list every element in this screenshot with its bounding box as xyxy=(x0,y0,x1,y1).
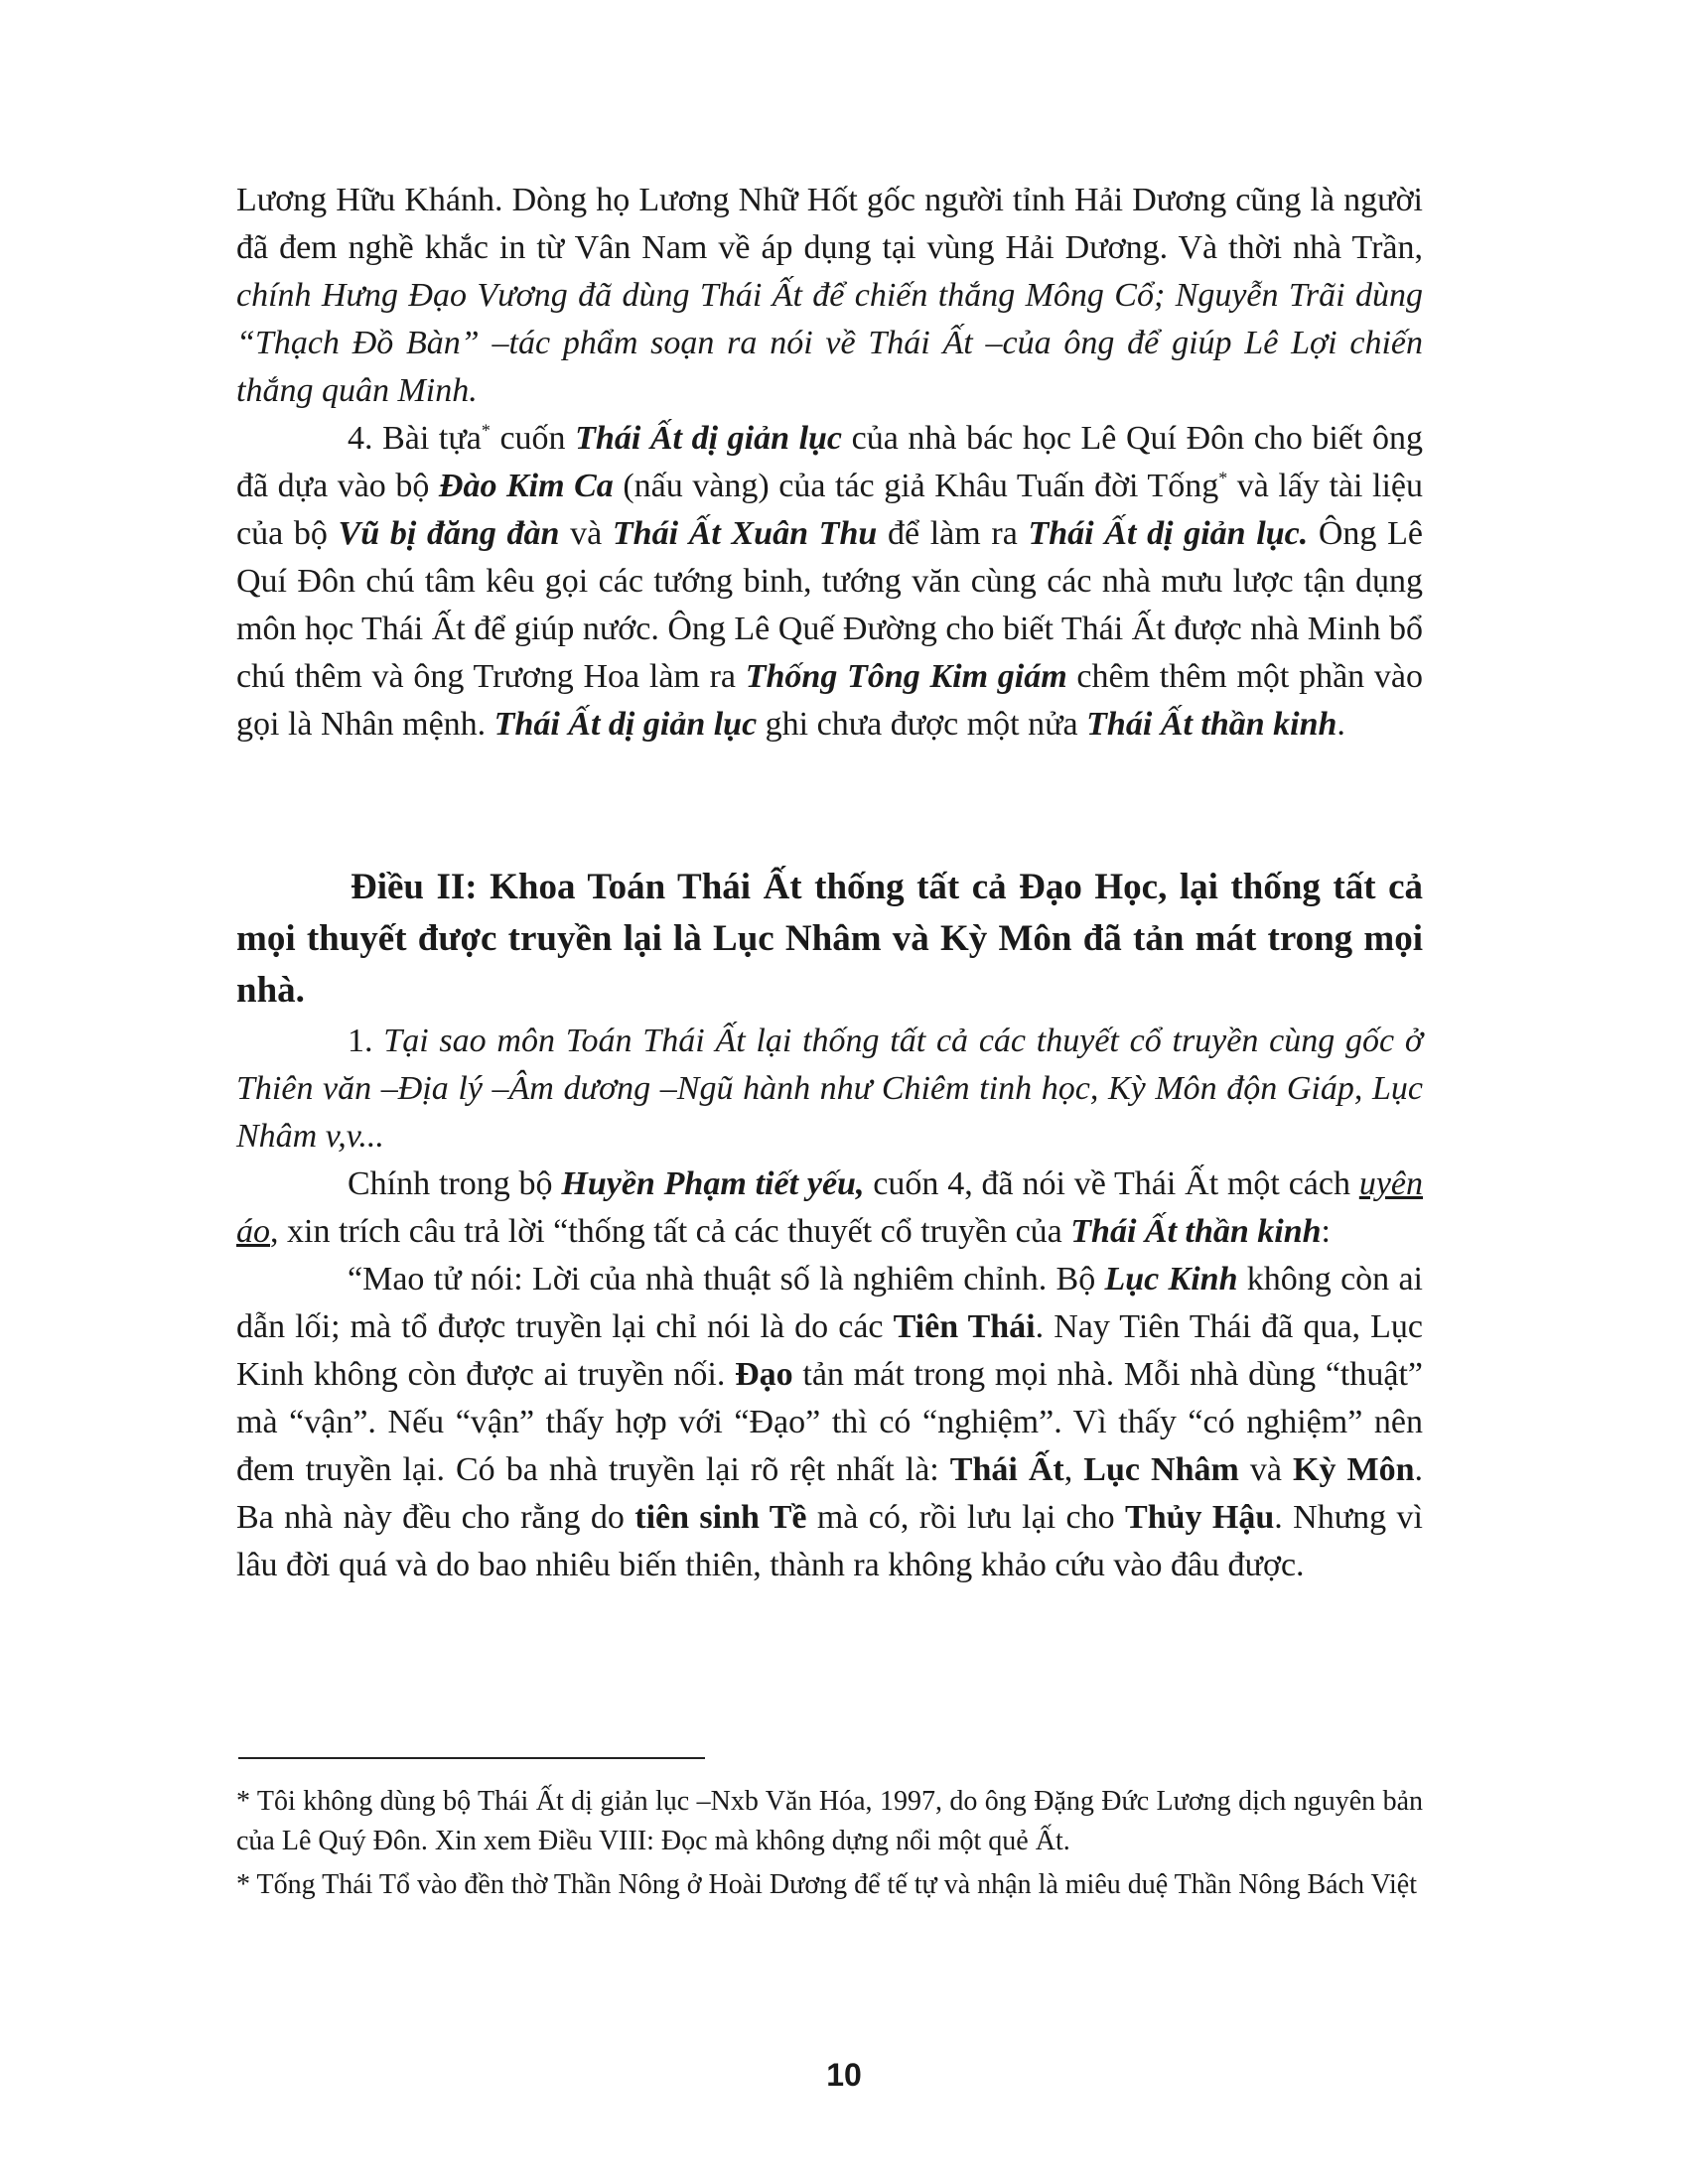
text-run: , xyxy=(1063,1451,1084,1488)
text-run: cuốn xyxy=(490,420,576,457)
text-run: 4. Bài tựa xyxy=(348,420,482,457)
text-run: và xyxy=(559,515,613,552)
paragraph-quote-mao-tu xyxy=(236,1256,1423,1589)
book-title: Lục Kinh xyxy=(1104,1261,1238,1297)
text-run: không còn ai dẫn lối; mà tổ được truyền lại chỉ nói là do các xyxy=(236,1261,1423,1345)
text-run: tản mát trong mọi nhà. Mỗi nhà dùng “thuật” mà “vận”. Nếu “vận” thấy hợp với “Đạo” thì có “nghiệm”. Vì thấy “có nghiệm” nên đem truyền lại. Có ba nhà truyền lại rõ rệt nhất là: xyxy=(236,1356,1423,1488)
text-run: . Ba nhà này đều cho rằng do xyxy=(236,1451,1423,1536)
book-title: Huyền Phạm tiết yếu, xyxy=(561,1165,865,1202)
bold-term: Thái Ất xyxy=(949,1451,1064,1488)
bold-term: Lục Nhâm xyxy=(1083,1451,1239,1488)
text-run: Lương Hữu Khánh. Dòng họ Lương Nhữ Hốt gốc người tỉnh Hải Dương cũng là người đã đem nghề khắc in từ Vân Nam về áp dụng tại vùng Hải Dương. Và thời nhà Trần, xyxy=(236,182,1423,266)
section-heading: Điều II: Khoa Toán Thái Ất thống tất cả Đạo Học, lại thống tất cả mọi thuyết được truyền lại là Lục Nhâm và Kỳ Môn đã tản mát trong mọi nhà. xyxy=(236,867,1423,1011)
section-2-body xyxy=(236,1018,1423,1589)
paragraph-4 xyxy=(236,415,1423,749)
paragraph-huyen-pham xyxy=(236,1160,1423,1256)
text-run: và xyxy=(1238,1451,1293,1488)
text-run: cuốn 4, đã nói về Thái Ất một cách xyxy=(864,1165,1359,1202)
text-run: . xyxy=(1336,706,1345,743)
text-run: mà có, rồi lưu lại cho xyxy=(806,1499,1126,1536)
question-1 xyxy=(236,1018,1423,1160)
bold-term: Thủy Hậu xyxy=(1125,1499,1275,1536)
text-run: chêm thêm một phần vào gọi là Nhân mệnh. xyxy=(236,658,1423,743)
footnote-1: * Tôi không dùng bộ Thái Ất dị giản lục –Nxb Văn Hóa, 1997, do ông Đặng Đức Lương dịch nguyên bản của Lê Quý Đôn. Xin xem Điều VIII: Đọc mà không dựng nổi một quẻ Ất. xyxy=(236,1786,1423,1856)
bold-term: Kỳ Môn xyxy=(1293,1451,1415,1488)
text-run: (nấu vàng) của tác giả Khâu Tuấn đời Tống xyxy=(613,468,1219,504)
text-run: “Mao tử nói: Lời của nhà thuật số là nghiêm chỉnh. Bộ xyxy=(348,1261,1105,1297)
underlined-term: uyên áo xyxy=(236,1165,1423,1250)
text-run: : xyxy=(1321,1213,1331,1250)
footnote-divider xyxy=(238,1757,705,1759)
italic-run: chính Hưng Đạo Vương đã dùng Thái Ất để chiến thắng Mông Cổ; Nguyễn Trãi dùng “Thạch Đồ Bàn” –tác phẩm soạn ra nói về Thái Ất –của ông để giúp Lê Lợi chiến thắng quân Minh. xyxy=(236,277,1423,409)
footnote-2: * Tống Thái Tổ vào đền thờ Thần Nông ở Hoài Dương để tế tự và nhận là miêu duệ Thần Nông Bách Việt xyxy=(236,1869,1417,1900)
footnote-marker: * xyxy=(1218,468,1228,488)
question-number: 1. xyxy=(348,1023,384,1059)
text-run: . Nay Tiên Thái đã qua, Lục Kinh không còn được ai truyền nối. xyxy=(236,1308,1424,1393)
page-number: 10 xyxy=(826,2057,862,2093)
footnotes xyxy=(236,1782,1423,1909)
paragraph-continuation xyxy=(236,177,1423,415)
bold-term: Đạo xyxy=(735,1356,793,1393)
book-title: Thái Ất Xuân Thu xyxy=(612,515,878,552)
bold-term: Tiên Thái xyxy=(893,1308,1036,1345)
footnote-marker: * xyxy=(481,420,491,441)
question-text: Tại sao môn Toán Thái Ất lại thống tất cả các thuyết cổ truyền cùng gốc ở Thiên văn –Địa lý –Âm dương –Ngũ hành như Chiêm tinh học, Kỳ Môn độn Giáp, Lục Nhâm v,v... xyxy=(236,1023,1424,1155)
section-intro xyxy=(236,177,1423,749)
book-title: Đào Kim Ca xyxy=(438,468,614,504)
book-title: Thái Ất thần kinh xyxy=(1086,706,1337,743)
bold-term: tiên sinh Tề xyxy=(634,1499,807,1536)
text-run: để làm ra xyxy=(877,515,1029,552)
book-title: Thái Ất dị giản lục. xyxy=(1028,515,1309,552)
text-run: . Nhưng vì lâu đời quá và do bao nhiêu biến thiên, thành ra không khảo cứu vào đâu được. xyxy=(236,1499,1423,1583)
book-title: Thái Ất dị giản lục xyxy=(493,706,758,743)
text-run: và lấy tài liệu của bộ xyxy=(236,468,1423,552)
text-run: Chính trong bộ xyxy=(348,1165,562,1202)
text-run: của nhà bác học Lê Quí Đôn cho biết ông đã dựa vào bộ xyxy=(236,420,1423,504)
text-run: Ông Lê Quí Đôn chú tâm kêu gọi các tướng binh, tướng văn cùng các nhà mưu lược tận dụng môn học Thái Ất để giúp nước. Ông Lê Quế Đường cho biết Thái Ất được nhà Minh bổ chú thêm và ông Trương Hoa làm ra xyxy=(236,515,1423,695)
book-title: Thái Ất thần kinh xyxy=(1070,1213,1322,1250)
book-title: Thống Tông Kim giám xyxy=(745,658,1067,695)
book-title: Vũ bị đăng đàn xyxy=(338,515,560,552)
book-title: Thái Ất dị giản lục xyxy=(575,420,843,457)
text-run: , xin trích câu trả lời “thống tất cả các thuyết cổ truyền của xyxy=(270,1213,1071,1250)
text-run: ghi chưa được một nửa xyxy=(757,706,1087,743)
